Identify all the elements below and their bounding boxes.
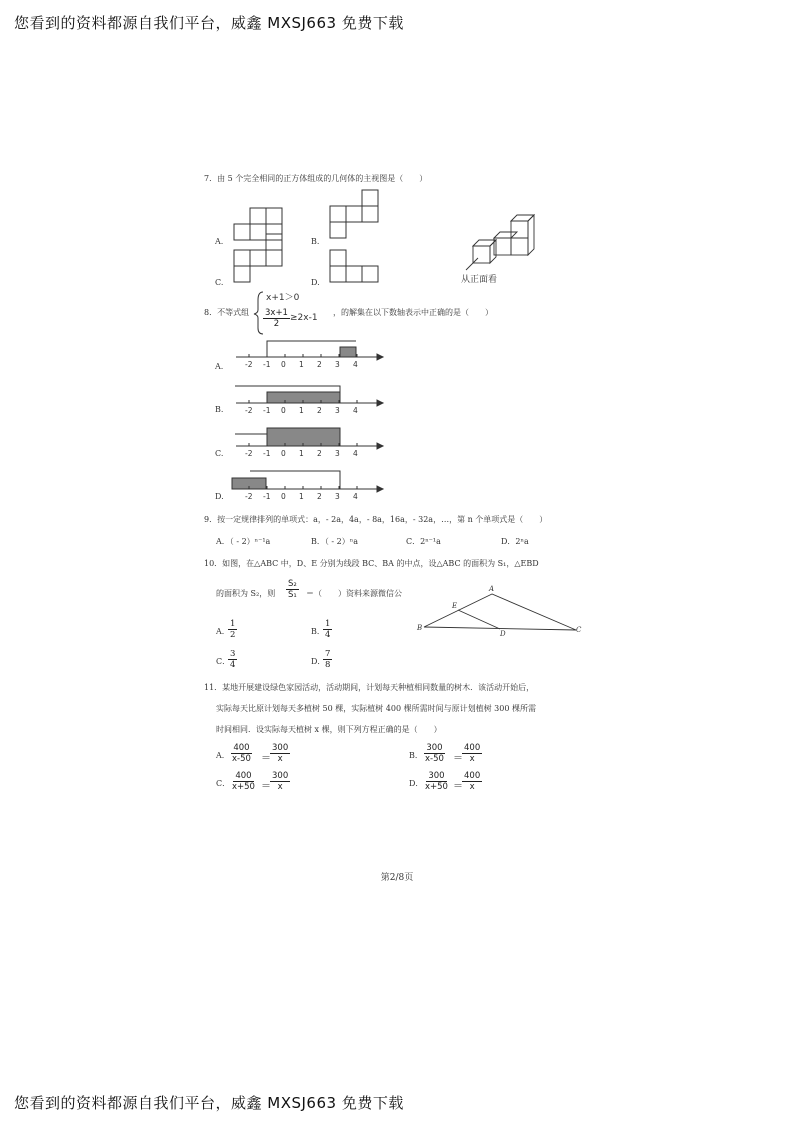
- q10-point-c: C: [576, 626, 582, 634]
- q10-option-a-label: A．: [216, 627, 230, 636]
- q7-option-c-figure: [234, 234, 282, 282]
- q8-tick-label: 3: [335, 449, 340, 458]
- q8-tick-label: 4: [353, 492, 358, 501]
- q8-ineq2-numerator: 3x+1: [265, 308, 288, 318]
- q10-ratio-numerator: S₂: [288, 579, 297, 589]
- q8-tick-label: 1: [299, 449, 304, 458]
- q8-tick-label: 0: [281, 360, 286, 369]
- q7-stem: 7．由 5 个完全相同的正方体组成的几何体的主视图是（ ）: [204, 174, 428, 183]
- q10-option-a-numerator: 1: [230, 619, 236, 629]
- q8-option-a-label: A.: [215, 362, 224, 371]
- q8-tick-label: -1: [263, 449, 271, 458]
- q8-tick-label: -2: [245, 449, 253, 458]
- q8-stem-suffix: ，的解集在以下数轴表示中正确的是（ ）: [333, 308, 493, 317]
- q7-option-d-label: D.: [311, 278, 320, 287]
- q8-tick-label: 3: [335, 360, 340, 369]
- q7-option-a-label: A.: [215, 237, 224, 246]
- q11-option-c-num-2: 300: [272, 771, 289, 781]
- q11-option-a-num-1: 400: [233, 743, 250, 753]
- q8-tick-label: 2: [317, 449, 322, 458]
- q11-option-d-num-1: 300: [428, 771, 445, 781]
- q10-option-a-fraction: [228, 619, 237, 640]
- q8-tick-label: -1: [263, 360, 271, 369]
- q10-option-b-fraction: [323, 619, 332, 640]
- watermark-banner-bottom: 您看到的资料都源自我们平台，威鑫 MXSJ663 免费下载: [14, 1094, 404, 1112]
- q7-option-d-figure: [330, 250, 378, 282]
- q10-stem-line1: 10．如图，在△ABC 中，D、E 分别为线段 BC、BA 的中点，设△ABC 的面积为 S₁，△EBD: [204, 559, 539, 568]
- q8-tick-label: 4: [353, 449, 358, 458]
- q10-option-b-label: B．: [311, 627, 325, 636]
- q8-inequality-2-rest: ≥2x-1: [290, 313, 318, 323]
- q9-option-c: C．2ⁿ⁻¹a: [406, 537, 441, 546]
- q8-stem-prefix: 8．不等式组: [204, 308, 250, 317]
- q8-option-d-label: D.: [215, 492, 224, 501]
- q8-tick-label: 2: [317, 360, 322, 369]
- q8-tick-label: 2: [317, 492, 322, 501]
- q10-option-b-numerator: 1: [325, 619, 331, 629]
- q10-stem-line2-prefix: 的面积为 S₂，则: [216, 589, 276, 598]
- q8-tick-label: 2: [317, 406, 322, 415]
- q11-option-b-fraction-1: [423, 743, 446, 764]
- q11-option-b-label: B．: [409, 751, 423, 760]
- q11-option-c-equals: ＝: [261, 781, 271, 792]
- q11-option-d-equals: ＝: [453, 781, 463, 792]
- q11-option-b-equals: ＝: [453, 753, 463, 764]
- q8-tick-label: 1: [299, 406, 304, 415]
- q8-option-b-label: B.: [215, 405, 224, 414]
- q8-option-c-label: C.: [215, 449, 224, 458]
- q11-stem-line1: 11．某地开展建设绿色家园活动，活动期间，计划每天种植相同数量的树木．该活动开始后，: [204, 683, 535, 692]
- q8-tick-label: -2: [245, 492, 253, 501]
- q7-option-b-label: B.: [311, 237, 320, 246]
- q10-option-c-denominator: 4: [230, 660, 236, 670]
- q9-option-a: A．（ - 2）ⁿ⁻¹a: [216, 537, 271, 546]
- q11-option-b-den-1: x-50: [425, 754, 444, 764]
- q11-option-d-den-1: x+50: [425, 782, 448, 792]
- q8-system-brace: [254, 292, 263, 334]
- q11-option-c-den-2: x: [277, 782, 283, 792]
- q10-area-ratio-fraction: [286, 579, 299, 600]
- q10-option-d-denominator: 8: [325, 660, 331, 670]
- q10-option-a-denominator: 2: [230, 630, 236, 640]
- q10-option-d-fraction: [323, 649, 332, 670]
- q11-option-a-den-1: x-50: [232, 754, 251, 764]
- q11-option-d-den-2: x: [469, 782, 475, 792]
- q8-tick-label: 3: [335, 492, 340, 501]
- q10-option-c-fraction: [228, 649, 237, 670]
- q7-option-b-figure: [330, 190, 378, 238]
- q11-option-a-fraction-1: [230, 743, 253, 764]
- q8-tick-label: -1: [263, 492, 271, 501]
- q9-option-d: D．2ⁿa: [501, 537, 529, 546]
- q11-option-a-den-2: x: [277, 754, 283, 764]
- q10-triangle-figure: [424, 594, 576, 630]
- q8-tick-label: 1: [299, 360, 304, 369]
- q10-point-e: E: [452, 602, 458, 610]
- q11-option-b-num-1: 300: [426, 743, 443, 753]
- q11-option-c-den-1: x+50: [232, 782, 255, 792]
- page-number: 第2/8页: [380, 873, 414, 883]
- q10-option-b-denominator: 4: [325, 630, 331, 640]
- q9-option-b: B．（ - 2）ⁿa: [311, 537, 358, 546]
- q8-tick-label: 3: [335, 406, 340, 415]
- q11-option-d-fraction-1: [423, 771, 450, 792]
- q8-numberline-a: [236, 341, 383, 360]
- q7-option-c-label: C.: [215, 278, 224, 287]
- q11-option-b-num-2: 400: [464, 743, 481, 753]
- watermark-banner-top: 您看到的资料都源自我们平台，威鑫 MXSJ663 免费下载: [14, 14, 404, 32]
- q10-option-c-label: C．: [216, 657, 231, 666]
- q8-tick-label: 4: [353, 406, 358, 415]
- q8-tick-label: 1: [299, 492, 304, 501]
- q8-tick-label: 0: [281, 406, 286, 415]
- q11-option-d-label: D．: [409, 779, 424, 788]
- q11-option-d-num-2: 400: [464, 771, 481, 781]
- q8-tick-label: 0: [281, 492, 286, 501]
- q10-option-c-numerator: 3: [230, 649, 236, 659]
- q8-ineq2-denominator: 2: [273, 319, 280, 329]
- q8-numberline-c: [235, 428, 383, 449]
- q11-option-a-label: A．: [216, 751, 230, 760]
- q8-tick-label: -2: [245, 406, 253, 415]
- q7-front-view-label: 从正面看: [461, 275, 498, 285]
- q8-tick-label: 4: [353, 360, 358, 369]
- q9-stem: 9．按一定规律排列的单项式：a，- 2a，4a，- 8a，16a，- 32a，…，第 n 个单项式是（ ）: [204, 515, 548, 524]
- q10-point-a: A: [489, 585, 495, 593]
- q11-option-a-fraction-2: [270, 743, 290, 764]
- q8-inequality-2-fraction: [263, 308, 290, 329]
- q11-option-c-label: C．: [216, 779, 231, 788]
- q11-option-c-fraction-2: [270, 771, 290, 792]
- q11-option-b-den-2: x: [469, 754, 475, 764]
- q8-tick-label: -2: [245, 360, 253, 369]
- q11-option-a-equals: ＝: [261, 753, 271, 764]
- q8-tick-label: -1: [263, 406, 271, 415]
- q10-point-b: B: [417, 624, 423, 632]
- q10-option-d-numerator: 7: [325, 649, 331, 659]
- q11-option-c-fraction-1: [230, 771, 257, 792]
- q11-stem-line3: 时间相同．设实际每天植树 x 棵，则下列方程正确的是（ ）: [216, 725, 442, 734]
- q11-option-a-num-2: 300: [272, 743, 289, 753]
- q11-stem-line2: 实际每天比原计划每天多植树 50 棵，实际植树 400 棵所需时间与原计划植树 300 棵所需: [216, 704, 536, 713]
- q8-inequality-1: x+1＞0: [266, 293, 300, 303]
- q7-solid-figure: [466, 215, 534, 270]
- q8-numberline-d: [232, 471, 383, 492]
- q11-option-c-num-1: 400: [235, 771, 252, 781]
- q11-option-d-fraction-2: [462, 771, 482, 792]
- q10-ratio-denominator: S₁: [288, 590, 297, 600]
- q10-stem-line2-suffix: ＝（ ）资料来源微信公: [306, 589, 402, 598]
- q11-option-b-fraction-2: [462, 743, 482, 764]
- q8-tick-label: 0: [281, 449, 286, 458]
- q8-numberline-b: [235, 386, 383, 406]
- q10-point-d: D: [500, 630, 506, 638]
- q10-option-d-label: D．: [311, 657, 326, 666]
- q7-option-a-figure: [234, 208, 282, 240]
